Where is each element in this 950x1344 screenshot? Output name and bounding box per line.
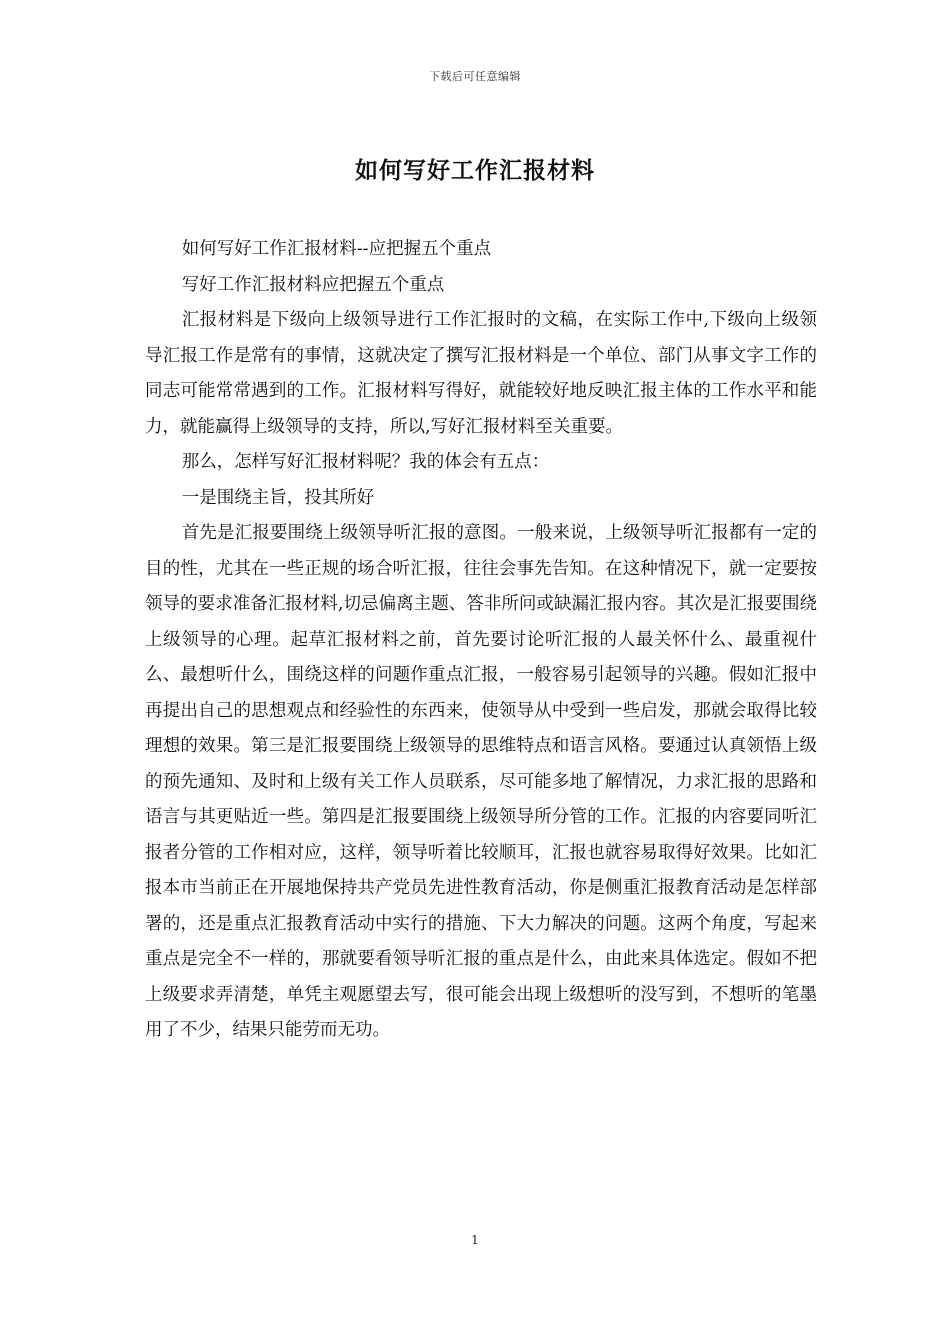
point-one-body: 首先是汇报要围绕上级领导听汇报的意图。一般来说，上级领导听汇报都有一定的目的性，尤其在一些正规的场合听汇报，往往会事先告知。在这种情况下，就一定要按领导的要求准备汇报材料,切忌偏离主题、答非所问或缺漏汇报内容。其次是汇报要围绕上级领导的心理。起草汇报材料之前，首先要讨论听汇报的人最关怀什么、最重视什么、最想听什么，围绕这样的问题作重点汇报，一般容易引起领导的兴趣。假如汇报中再提出自己的思想观点和经验性的东西来，使领导从中受到一些启发，那就会取得比较理想的效果。第三是汇报要围绕上级领导的思维特点和语言风格。要通过认真领悟上级的预先通知、及时和上级有关工作人员联系，尽可能多地了解情况，力求汇报的思路和语言与其更贴近一些。第四是汇报要围绕上级领导所分管的工作。汇报的内容要同听汇报者分管的工作相对应，这样，领导听着比较顺耳，汇报也就容易取得好效果。比如汇报本市当前正在开展地保持共产党员先进性教育活动，你是侧重汇报教育活动是怎样部署的，还是重点汇报教育活动中实行的措施、下大力解决的问题。这两个角度，写起来重点是完全不一样的，那就要看领导听汇报的重点是什么，由此来具体选定。假如不把上级要求弄清楚，单凭主观愿望去写，很可能会出现上级想听的没写到，不想听的笔墨用了不少，结果只能劳而无功。 (145, 523, 817, 1040)
subheading-paragraph: 写好工作汇报材料应把握五个重点 (181, 274, 445, 295)
question-paragraph: 那么，怎样写好汇报材料呢？我的体会有五点： (181, 452, 550, 472)
document-body (145, 232, 817, 1049)
intro-paragraph: 汇报材料是下级向上级领导进行工作汇报时的文稿，在实际工作中,下级向上级领导汇报工作是常有的事情，这就决定了撰写汇报材料是一个单位、部门从事文字工作的同志可能常常遇到的工作。汇报材料写得好，就能较好地反映汇报主体的工作水平和能力，就能赢得上级领导的支持，所以,写好汇报材料至关重要。 (145, 310, 817, 437)
header-note: 下载后可任意编辑 (429, 70, 521, 83)
page-title: 如何写好工作汇报材料 (355, 157, 595, 184)
point-one-heading: 一是围绕主旨，投其所好 (181, 487, 375, 508)
subtitle-paragraph: 如何写好工作汇报材料--应把握五个重点 (181, 239, 492, 259)
page-number: 1 (471, 1233, 479, 1247)
